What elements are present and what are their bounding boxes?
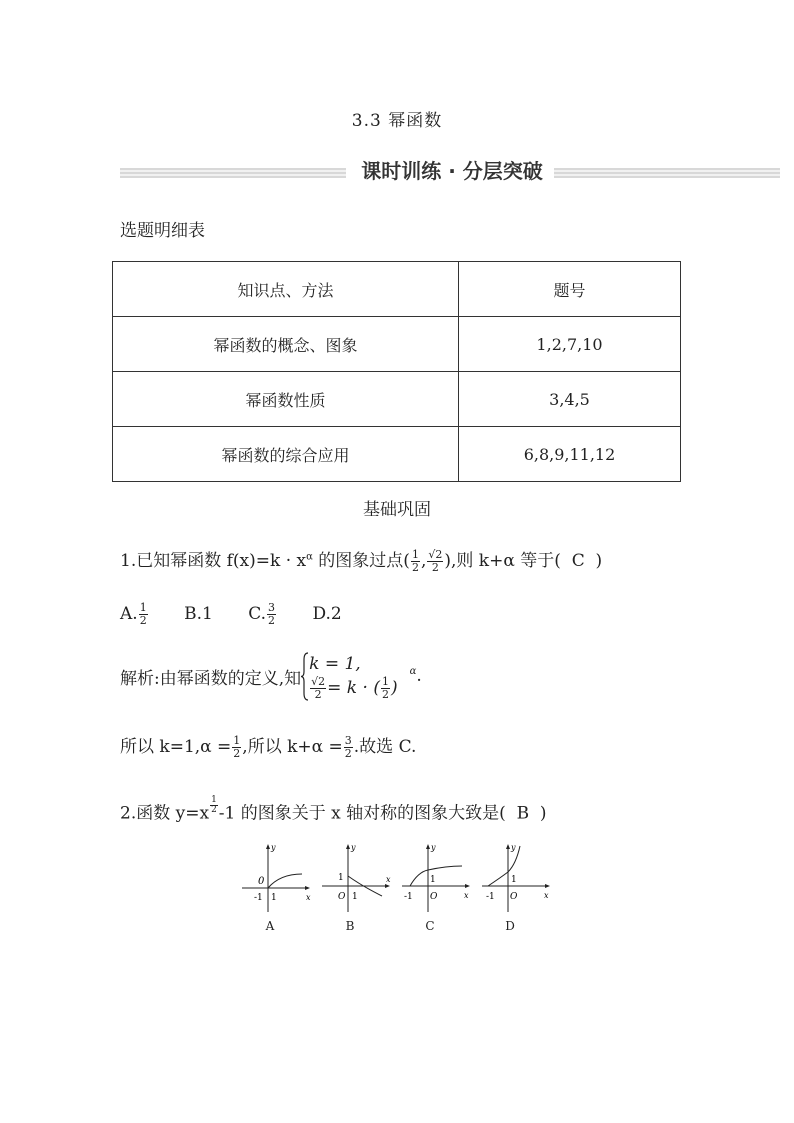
table-row <box>113 427 681 482</box>
tick-label: -1 <box>404 892 413 902</box>
banner-bar-right <box>554 168 780 178</box>
q2-answer: B <box>516 803 530 824</box>
frac-num: √2 <box>311 675 326 688</box>
row2-mid: = k · ( <box>327 678 380 698</box>
frac-num: 3 <box>344 734 352 747</box>
q1-options <box>120 602 372 627</box>
conclusion-frac-2 <box>344 735 353 760</box>
q2-figures <box>240 842 560 937</box>
q1-stem-text: ),则 k+α 等于( <box>444 551 561 571</box>
tick-label: -1 <box>254 893 263 903</box>
q1-option-c <box>248 602 277 627</box>
conclusion-text: ,所以 k+α = <box>242 737 343 757</box>
q1-stem-text: 1.已知幂函数 f(x)=k · x <box>120 551 307 571</box>
frac-den: 2 <box>211 805 217 815</box>
frac-den: 2 <box>268 614 276 627</box>
figure-label: D <box>505 919 515 933</box>
banner-bar-left <box>120 168 346 178</box>
brace-icon <box>301 652 309 701</box>
system-alpha: α <box>409 666 417 678</box>
conclusion-text: .故选 C. <box>353 737 417 757</box>
frac-num: 1 <box>139 601 147 614</box>
axis-label-x: x <box>306 893 311 902</box>
table-cell: 1,2,7,10 <box>459 317 681 372</box>
tick-label: 1 <box>271 893 277 903</box>
q1-alpha: α <box>306 551 313 563</box>
tick-label: 1 <box>352 892 358 902</box>
figure-b <box>320 842 392 937</box>
graph-c <box>400 842 472 914</box>
frac-num: 1 <box>381 675 389 688</box>
frac-num: √2 <box>428 548 443 561</box>
figure-c <box>400 842 472 937</box>
frac-den: 2 <box>314 688 322 701</box>
frac-den: 2 <box>344 747 352 760</box>
q1-stem: 1.已知幂函数 $f(x)=k \cdot x^\alpha$ 的图象过点( $\frac{1}{2}$ , $\frac{√2}{2}$ ),则 k+α 等于( C ) <box>120 548 603 574</box>
q2-stem-text: 2.函数 y=x <box>120 803 210 824</box>
conclusion-text: 所以 k=1,α = <box>120 737 232 757</box>
axis-label-y: y <box>511 843 516 852</box>
frac-den: 2 <box>139 614 147 627</box>
tick-label: 1 <box>338 873 344 883</box>
graph-b <box>320 842 392 914</box>
option-label: A. <box>120 604 138 624</box>
table-cell: 幂函数的概念、图象 <box>113 317 459 372</box>
table-header-cell: 知识点、方法 <box>113 262 459 317</box>
option-c-frac <box>267 602 276 627</box>
q1-option-a <box>120 602 149 627</box>
option-label: C. <box>248 604 267 624</box>
section-heading-basic: 基础巩固 <box>363 500 431 520</box>
tick-label: -1 <box>486 892 495 902</box>
frac-num: 1 <box>211 795 217 805</box>
axis-label-x: x <box>386 875 391 884</box>
system-row-1: k = 1, <box>309 654 361 674</box>
row2-frac-half <box>381 676 390 701</box>
frac-den: 2 <box>233 747 241 760</box>
figure-d <box>480 842 552 937</box>
section-title: 3.3 幂函数 <box>351 111 443 131</box>
q2-stem-text: -1 的图象关于 x 轴对称的图象大致是( <box>218 803 506 824</box>
axis-label-y: y <box>431 843 436 852</box>
frac-num: 1 <box>233 734 241 747</box>
banner <box>120 154 780 190</box>
q2-stem <box>120 796 547 824</box>
table-row <box>113 372 681 427</box>
figure-label: A <box>265 919 275 933</box>
q1-conclusion <box>120 732 416 760</box>
conclusion-frac-1 <box>232 735 241 760</box>
figure-a <box>240 842 312 937</box>
tick-label: 1 <box>430 875 436 885</box>
q2-close: ) <box>539 803 547 824</box>
graph-d <box>480 842 552 914</box>
table-header-cell: 题号 <box>459 262 681 317</box>
system-row-2 <box>309 676 397 701</box>
q1-option-b: B.1 <box>184 604 213 624</box>
graph-a <box>240 842 312 914</box>
q1-point-x <box>411 549 420 574</box>
tick-label: 0 <box>258 876 265 887</box>
tick-label: O <box>338 892 346 902</box>
banner-label: 课时训练 · 分层突破 <box>361 159 543 183</box>
frac-num: 3 <box>268 601 276 614</box>
q1-analysis <box>120 652 422 701</box>
q1-option-d: D.2 <box>312 604 342 624</box>
axis-label-x: x <box>544 891 549 900</box>
frac-num: 1 <box>411 548 419 561</box>
q2-exponent <box>210 796 218 815</box>
table-cell: 3,4,5 <box>459 372 681 427</box>
q1-close: ) <box>595 551 603 571</box>
axis-label-x: x <box>464 891 469 900</box>
axis-label-y: y <box>271 843 276 852</box>
frac-den: 2 <box>381 688 389 701</box>
table-header-row <box>113 262 681 317</box>
option-a-frac <box>139 602 148 627</box>
analysis-prefix: 解析:由幂函数的定义,知 <box>120 669 302 689</box>
row2-end: ) <box>390 678 398 698</box>
frac-den: 2 <box>431 561 439 574</box>
table-cell: 6,8,9,11,12 <box>459 427 681 482</box>
row2-frac <box>310 676 326 701</box>
system-period: . <box>416 666 422 686</box>
table-cell: 幂函数的综合应用 <box>113 427 459 482</box>
figure-label: C <box>425 919 435 933</box>
q1-answer: C <box>571 551 585 571</box>
tick-label: O <box>430 892 438 902</box>
q1-point-y <box>427 549 443 574</box>
table-title: 选题明细表 <box>120 221 205 241</box>
tick-label: O <box>510 892 518 902</box>
tick-label: 1 <box>511 875 517 885</box>
q1-stem-text: 的图象过点( <box>312 551 410 571</box>
detail-table <box>112 261 681 482</box>
table-cell: 幂函数性质 <box>113 372 459 427</box>
table-row <box>113 317 681 372</box>
figure-label: B <box>345 919 355 933</box>
frac-den: 2 <box>411 561 419 574</box>
equation-system <box>301 652 397 701</box>
axis-label-y: y <box>351 843 356 852</box>
